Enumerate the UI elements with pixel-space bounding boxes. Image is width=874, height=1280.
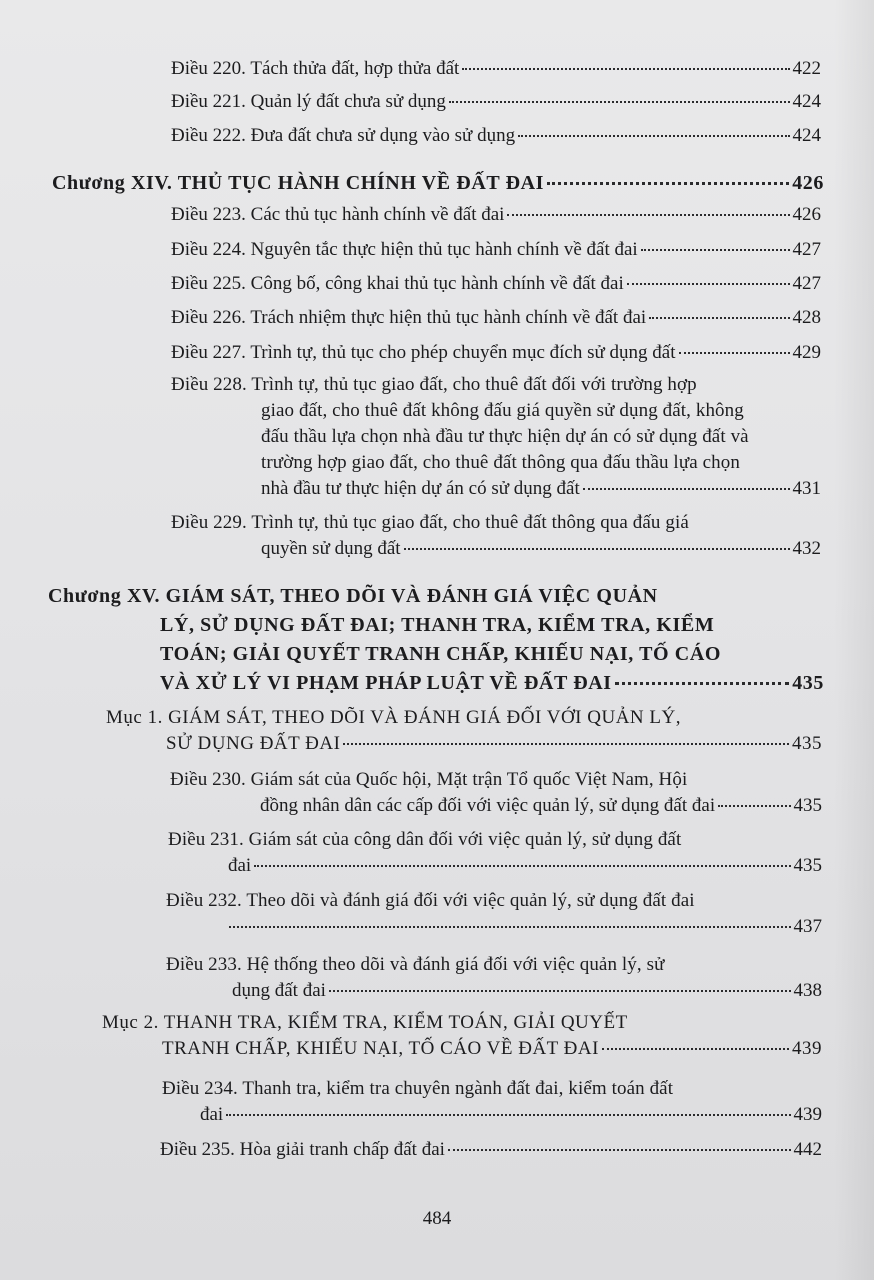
- toc-page-number: 435: [793, 855, 822, 876]
- toc-entry-label: Điều 227. Trình tự, thủ tục cho phép chuyển mục đích sử dụng đất: [171, 342, 676, 363]
- toc-entry-article-232[interactable]: [166, 888, 822, 940]
- dot-leader: [229, 926, 791, 928]
- dot-leader: [679, 352, 790, 354]
- toc-entry-line: Điều 234. Thanh tra, kiểm tra chuyên ngành đất đai, kiểm toán đất: [162, 1078, 674, 1099]
- dot-leader: [226, 1114, 790, 1116]
- toc-entry-article-227[interactable]: [171, 340, 821, 366]
- toc-entry-label: Điều 222. Đưa đất chưa sử dụng vào sử dụng: [171, 125, 516, 146]
- toc-entry-line: đai: [228, 855, 252, 876]
- toc-entry-line: Điều 229. Trình tự, thủ tục giao đất, cho thuê đất thông qua đấu giá: [171, 512, 689, 533]
- toc-entry-line: quyền sử dụng đất: [261, 538, 401, 559]
- dot-leader: [329, 990, 791, 992]
- toc-entry-line: Điều 228. Trình tự, thủ tục giao đất, cho thuê đất đối với trường hợp: [171, 374, 697, 395]
- toc-entry-chapter-14[interactable]: [52, 170, 824, 196]
- toc-entry-label: Điều 224. Nguyên tắc thực hiện thủ tục hành chính về đất đai: [171, 239, 638, 260]
- toc-entry-line: dụng đất đai: [232, 980, 326, 1001]
- toc-page-number: 428: [792, 307, 821, 328]
- toc-page-number: 426: [792, 172, 824, 194]
- toc-entry-article-234[interactable]: [162, 1076, 822, 1128]
- toc-entry-line: nhà đầu tư thực hiện dự án có sử dụng đất: [261, 478, 580, 499]
- toc-chapter-heading-line: Chương XV. GIÁM SÁT, THEO DÕI VÀ ĐÁNH GIÁ VIỆC QUẢN: [48, 585, 658, 607]
- toc-entry-article-222[interactable]: [171, 123, 821, 149]
- toc-entry-line: đai: [200, 1104, 224, 1125]
- dot-leader: [462, 68, 789, 70]
- dot-leader: [343, 743, 789, 745]
- dot-leader: [718, 805, 790, 807]
- toc-page-number: 439: [793, 1104, 822, 1125]
- page-number: 484: [422, 1208, 452, 1229]
- toc-entry-article-225[interactable]: [171, 271, 821, 297]
- toc-page-number: 427: [792, 273, 821, 294]
- toc-chapter-heading-line: LÝ, SỬ DỤNG ĐẤT ĐAI; THANH TRA, KIỂM TRA, KIỂM: [160, 614, 715, 636]
- toc-entry-label: Điều 223. Các thủ tục hành chính về đất đai: [171, 204, 505, 225]
- toc-entry-article-235[interactable]: [160, 1137, 822, 1163]
- toc-entry-line: trường hợp giao đất, cho thuê đất thông qua đấu thầu lựa chọn: [261, 452, 740, 473]
- toc-entry-article-223[interactable]: [171, 202, 821, 228]
- toc-entry-article-233[interactable]: [166, 952, 822, 1004]
- toc-entry-line: Điều 232. Theo dõi và đánh giá đối với việc quản lý, sử dụng đất đai: [166, 890, 695, 911]
- toc-entry-article-221[interactable]: [171, 89, 821, 115]
- toc-page-number: 429: [792, 342, 821, 363]
- toc-entry-label: Điều 225. Công bố, công khai thủ tục hành chính về đất đai: [171, 273, 624, 294]
- toc-entry-line: đồng nhân dân các cấp đối với việc quản lý, sử dụng đất đai: [260, 795, 716, 816]
- toc-section-line: Mục 2. THANH TRA, KIỂM TRA, KIỂM TOÁN, GIẢI QUYẾT: [102, 1012, 628, 1033]
- dot-leader: [404, 548, 790, 550]
- toc-chapter-heading: Chương XIV. THỦ TỤC HÀNH CHÍNH VỀ ĐẤT ĐAI: [52, 172, 545, 194]
- dot-leader: [649, 317, 789, 319]
- dot-leader: [583, 488, 790, 490]
- dot-leader: [518, 135, 789, 137]
- toc-page-number: 422: [792, 58, 821, 79]
- dot-leader: [641, 249, 790, 251]
- toc-page-number: 435: [793, 795, 822, 816]
- toc-page-number: 424: [792, 125, 821, 146]
- toc-entry-label: Điều 221. Quản lý đất chưa sử dụng: [171, 91, 446, 112]
- toc-page-number: 427: [792, 239, 821, 260]
- toc-section-line: Mục 1. GIÁM SÁT, THEO DÕI VÀ ĐÁNH GIÁ ĐỐI VỚI QUẢN LÝ,: [106, 707, 681, 728]
- toc-entry-section-2[interactable]: [102, 1010, 822, 1062]
- toc-page-number: 435: [792, 672, 824, 694]
- toc-chapter-heading-line: VÀ XỬ LÝ VI PHẠM PHÁP LUẬT VỀ ĐẤT ĐAI: [160, 672, 612, 694]
- toc-entry-label: Điều 235. Hòa giải tranh chấp đất đai: [160, 1139, 445, 1160]
- dot-leader: [254, 865, 790, 867]
- toc-entry-article-230[interactable]: [170, 767, 822, 819]
- toc-section-line: TRANH CHẤP, KHIẾU NẠI, TỐ CÁO VỀ ĐẤT ĐAI: [162, 1038, 599, 1059]
- toc-page-number: 439: [792, 1038, 822, 1059]
- toc-entry-label: Điều 220. Tách thửa đất, hợp thửa đất: [171, 58, 460, 79]
- dot-leader: [448, 1149, 791, 1151]
- dot-leader: [507, 214, 789, 216]
- dot-leader: [627, 283, 790, 285]
- toc-entry-article-229[interactable]: [171, 510, 821, 562]
- toc-page-number: 424: [792, 91, 821, 112]
- toc-entry-line: Điều 231. Giám sát của công dân đối với việc quản lý, sử dụng đất: [168, 829, 682, 850]
- toc-entry-label: Điều 226. Trách nhiệm thực hiện thủ tục hành chính về đất đai: [171, 307, 647, 328]
- dot-leader: [449, 101, 790, 103]
- toc-page-number: 426: [792, 204, 821, 225]
- toc-entry-line: giao đất, cho thuê đất không đấu giá quyền sử dụng đất, không: [261, 400, 744, 421]
- toc-section-line: SỬ DỤNG ĐẤT ĐAI: [166, 733, 341, 754]
- toc-entry-line: đấu thầu lựa chọn nhà đầu tư thực hiện dự án có sử dụng đất và: [261, 426, 749, 447]
- toc-entry-article-231[interactable]: [168, 827, 822, 879]
- toc-page-number: 442: [793, 1139, 822, 1160]
- toc-page-number: 438: [793, 980, 822, 1001]
- toc-entry-article-224[interactable]: [171, 237, 821, 263]
- toc-entry-line: Điều 233. Hệ thống theo dõi và đánh giá đối với việc quản lý, sử: [166, 954, 665, 975]
- toc-entry-article-228[interactable]: [171, 372, 821, 502]
- dot-leader: [602, 1048, 789, 1050]
- toc-chapter-heading-line: TOÁN; GIẢI QUYẾT TRANH CHẤP, KHIẾU NẠI, TỐ CÁO: [160, 643, 722, 665]
- toc-entry-line: Điều 230. Giám sát của Quốc hội, Mặt trận Tổ quốc Việt Nam, Hội: [170, 769, 688, 790]
- toc-entry-chapter-15[interactable]: [48, 582, 824, 698]
- dot-leader: [615, 682, 790, 685]
- dot-leader: [547, 182, 789, 185]
- toc-entry-article-220[interactable]: [171, 56, 821, 82]
- toc-page-number: 432: [792, 538, 821, 559]
- toc-page-number: 435: [792, 733, 822, 754]
- toc-entry-section-1[interactable]: [106, 705, 822, 757]
- toc-page-number: 431: [792, 478, 821, 499]
- toc-entry-article-226[interactable]: [171, 305, 821, 331]
- toc-page-number: 437: [793, 916, 822, 937]
